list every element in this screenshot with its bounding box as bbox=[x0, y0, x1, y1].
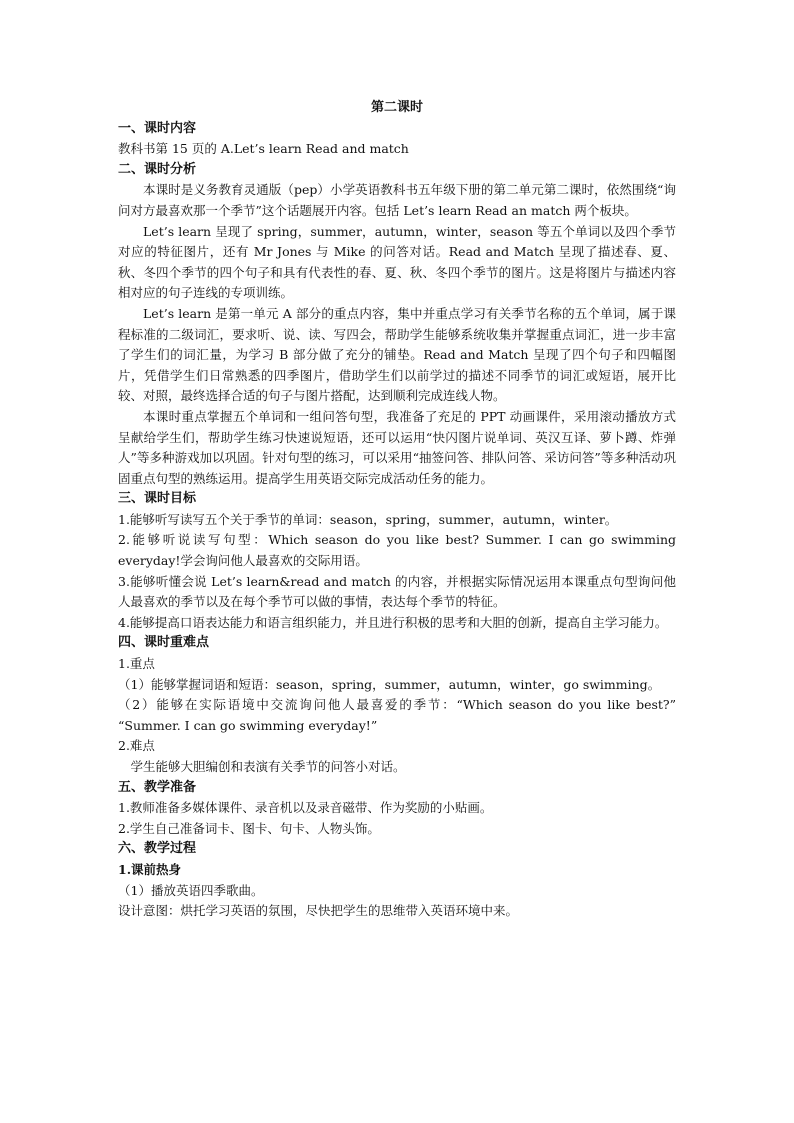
section-heading-preparation: 五、教学准备 bbox=[118, 779, 197, 795]
goal-item: 3.能够听懂会说 Let’s learn&read and match 的内容，并根据实际情况运用本课重点句型询问他人最喜欢的季节以及在每个季节可以做的事情，表达每个季节的特征。 bbox=[118, 573, 676, 610]
key-label: 1.重点 bbox=[118, 656, 155, 672]
section-heading-goals: 三、课时目标 bbox=[118, 491, 197, 507]
key-item: （1）能够掌握词语和短语：season，spring，summer，autumn，winter，go swimming。 bbox=[118, 676, 661, 692]
document-page bbox=[118, 98, 676, 922]
section-heading-keypoints: 四、课时重难点 bbox=[118, 635, 210, 651]
content-text: 教科书第 15 页的 A.Let’s learn Read and match bbox=[118, 141, 409, 157]
difficulty-text: 学生能够大胆编创和表演有关季节的问答小对话。 bbox=[130, 759, 406, 774]
process-step-item: （1）播放英语四季歌曲。 bbox=[118, 882, 264, 898]
difficulty-label: 2.难点 bbox=[118, 738, 155, 754]
analysis-paragraph: 本课时是义务教育灵通版（pep）小学英语教科书五年级下册的第二单元第二课时，依然围绕“询问对方最喜欢那一个季节”这个话题展开内容。包括 Let’s learn Read an match 两个板块。 bbox=[118, 182, 676, 218]
goal-item: 2.能够听说读写句型：Which season do you like best? Summer. I can go swimming everyday!学会询问他人最喜欢的交际用语。 bbox=[118, 532, 676, 569]
goal-item: 1.能够听写读写五个关于季节的单词：season，spring，summer，autumn，winter。 bbox=[118, 511, 618, 527]
goal-item: 4.能够提高口语表达能力和语言组织能力，并且进行积极的思考和大胆的创新，提高自主学习能力。 bbox=[118, 614, 668, 630]
key-item: （2）能够在实际语境中交流询问他人最喜爱的季节：“Which season do you like best?” “Summer. I can go swimming everyday!” bbox=[118, 697, 676, 733]
document-title: 第二课时 bbox=[370, 100, 423, 115]
analysis-paragraph: Let’s learn 呈现了 spring，summer，autumn，winter，season 等五个单词以及四个季节对应的特征图片，还有 Mr Jones 与 Mike 的问答对话。Read and Match 呈现了描述春、夏、秋、冬四个季节的四个句子和具有代表性的春、夏、秋、冬四个季节的图片。这是将图片与描述内容相对应的句子连线的专项训练。 bbox=[118, 223, 676, 301]
section-heading-process: 六、教学过程 bbox=[118, 841, 197, 857]
section-heading-content: 一、课时内容 bbox=[118, 120, 197, 136]
design-intent: 设计意图：烘托学习英语的氛围，尽快把学生的思维带入英语环境中来。 bbox=[118, 903, 519, 919]
process-step-label: 1.课前热身 bbox=[118, 861, 182, 877]
section-heading-analysis: 二、课时分析 bbox=[118, 161, 197, 177]
analysis-paragraph: Let’s learn 是第一单元 A 部分的重点内容，集中并重点学习有关季节名称的五个单词，属于课程标准的二级词汇，要求听、说、读、写四会，帮助学生能够系统收集并掌握重点词汇，进一步丰富了学生们的词汇量，为学习 B 部分做了充分的铺垫。Read and Match 呈现了四个句子和四幅图片，凭借学生们日常熟悉的四季图片，借助学生们以前学过的描述不同季节的词汇或短语，展开比较、对照，最终选择合适的句子与图片搭配，达到顺利完成连线人物。 bbox=[118, 305, 676, 404]
preparation-item: 2.学生自己准备词卡、图卡、句卡、人物头饰。 bbox=[118, 820, 380, 836]
analysis-paragraph: 本课时重点掌握五个单词和一组问答句型，我准备了充足的 PPT 动画课件，采用滚动播放方式呈献给学生们，帮助学生练习快速说短语，还可以运用“快闪图片说单词、英汉互译、萝卜蹲、炸弹人”等多种游戏加以巩固。针对句型的练习，可以采用“抽签问答、排队问答、采访问答”等多种活动巩固重点句型的熟练运用。提高学生用英语交际完成活动任务的能力。 bbox=[118, 408, 676, 486]
preparation-item: 1.教师准备多媒体课件、录音机以及录音磁带、作为奖励的小贴画。 bbox=[118, 800, 493, 816]
